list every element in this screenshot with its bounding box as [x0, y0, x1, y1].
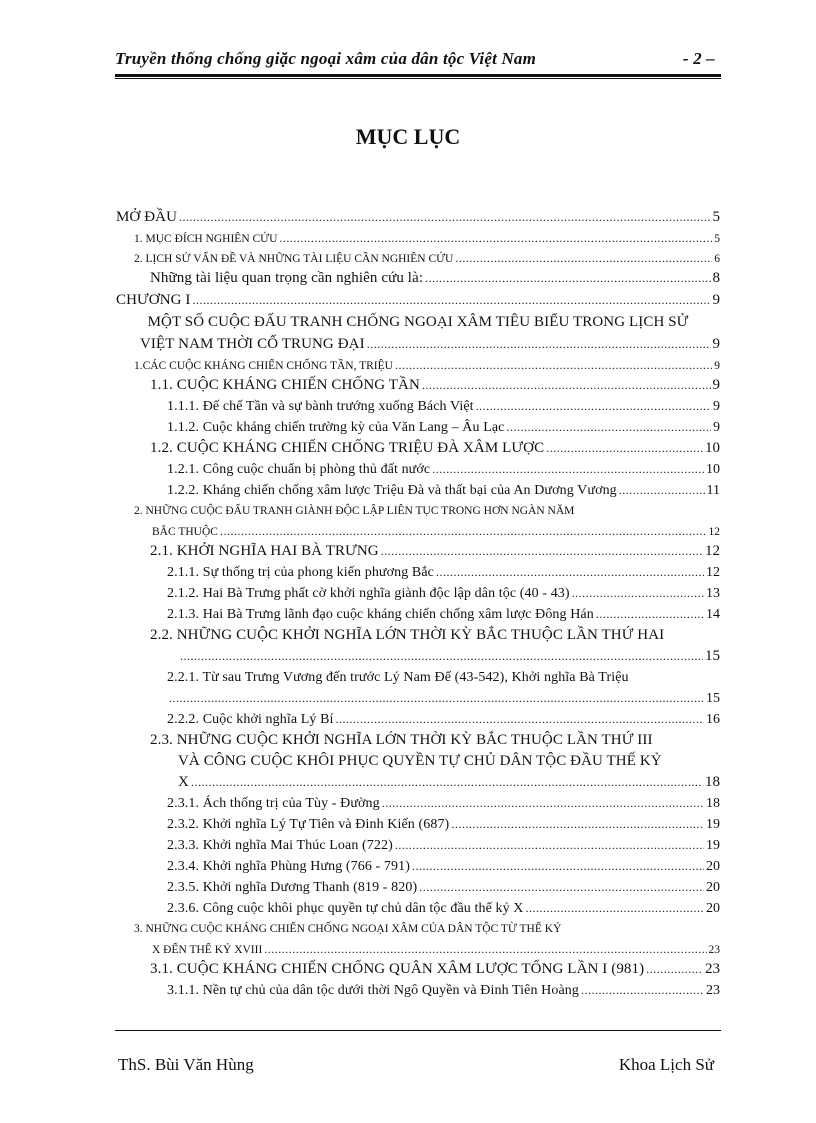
- toc-leader-dots: [279, 228, 712, 249]
- toc-entry-page: 9: [714, 360, 720, 372]
- toc-entry[interactable]: [116, 355, 720, 375]
- toc-entry-text: 3. NHỮNG CUỘC KHÁNG CHIẾN CHỐNG NGOẠI XÂM CỦA DÂN TỘC TỪ THẾ KỶ: [134, 923, 562, 935]
- toc-leader-dots: [395, 355, 712, 376]
- toc-leader-dots: [546, 438, 703, 459]
- toc-entry-text: 1.1.1. Đế chế Tần và sự bành trướng xuống Bách Việt: [167, 399, 474, 414]
- toc-entry[interactable]: [116, 772, 720, 793]
- toc-entry-page: 9: [713, 420, 720, 435]
- toc-entry[interactable]: [116, 814, 720, 835]
- toc-leader-dots: [191, 772, 703, 793]
- footer-rule: [115, 1030, 721, 1031]
- toc-entry-page: 15: [705, 648, 720, 664]
- toc-leader-dots: [451, 814, 704, 835]
- toc-entry-text: 1.1.2. Cuộc kháng chiến trường kỳ của Văn Lang – Âu Lạc: [167, 420, 505, 435]
- toc-entry-page: 20: [706, 880, 720, 895]
- toc-leader-dots: [220, 521, 707, 542]
- toc-entry-page: 8: [712, 270, 720, 286]
- toc-entry[interactable]: [116, 898, 720, 919]
- toc-entry-text: 2.1.3. Hai Bà Trưng lãnh đạo cuộc kháng chiến chống xâm lược Đông Hán: [167, 607, 594, 622]
- toc-entry-text: 1. MỤC ĐÍCH NGHIÊN CỨU: [134, 233, 278, 245]
- toc-entry-text: 2.1. KHỞI NGHĨA HAI BÀ TRƯNG: [150, 543, 379, 559]
- toc-entry-page: 19: [706, 838, 720, 853]
- toc-entry-page: 9: [712, 336, 720, 352]
- toc-entry-page: 12: [705, 543, 720, 559]
- toc-entry[interactable]: [116, 375, 720, 396]
- toc-entry-page: 5: [712, 209, 720, 225]
- toc-leader-dots: [382, 793, 704, 814]
- toc-leader-dots: [395, 835, 704, 856]
- toc-entry-page: 20: [706, 901, 720, 916]
- toc-entry[interactable]: [116, 583, 720, 604]
- toc-entry-text: MỞ ĐẦU: [116, 209, 178, 225]
- toc-entry-page: 23: [708, 944, 720, 956]
- toc-leader-dots: [476, 396, 711, 417]
- toc-entry-text: 3.1.1. Nền tự chủ của dân tộc dưới thời Ngô Quyền và Đinh Tiên Hoàng: [167, 983, 580, 998]
- toc-entry-page: 19: [706, 817, 720, 832]
- toc-entry-text: 1.2.1. Công cuộc chuẩn bị phòng thủ đất nước: [167, 462, 431, 477]
- toc-entry[interactable]: [116, 856, 720, 877]
- toc-leader-dots: [422, 375, 711, 396]
- toc-entry-page: 15: [706, 691, 720, 706]
- toc-entry[interactable]: [116, 835, 720, 856]
- toc-entry[interactable]: [116, 562, 720, 583]
- toc-leader-dots: [432, 459, 704, 480]
- toc-entry[interactable]: [116, 751, 720, 772]
- toc-entry-page: 10: [706, 462, 720, 477]
- toc-entry-text: 2.3.2. Khởi nghĩa Lý Tự Tiên và Đinh Kiến (687): [167, 817, 450, 832]
- toc-entry-page: 12: [706, 565, 720, 580]
- toc-leader-dots: [646, 959, 703, 980]
- toc-entry[interactable]: [116, 541, 720, 562]
- toc-entry[interactable]: [116, 939, 720, 959]
- toc-entry-text: Những tài liệu quan trọng cần nghiên cứu là:: [150, 270, 424, 286]
- toc-entry-page: 18: [705, 774, 720, 790]
- toc-entry[interactable]: [116, 206, 720, 228]
- toc-leader-dots: [336, 709, 704, 730]
- toc-entry-text: 2. NHỮNG CUỘC ĐẤU TRANH GIÀNH ĐỘC LẬP LIÊN TỤC TRONG HƠN NGÀN NĂM: [134, 505, 575, 517]
- toc-entry-text: 2.3.5. Khởi nghĩa Dương Thanh (819 - 820): [167, 880, 418, 895]
- toc-leader-dots: [367, 333, 711, 355]
- toc-entry-page: 10: [705, 440, 720, 456]
- toc-entry[interactable]: [116, 688, 720, 709]
- toc-leader-dots: [436, 562, 704, 583]
- toc-entry-text: 2.2.1. Từ sau Trưng Vương đến trước Lý Nam Đế (43-542), Khởi nghĩa Bà Triệu: [167, 670, 629, 685]
- toc-entry[interactable]: [116, 268, 720, 289]
- toc-leader-dots: [581, 980, 704, 1001]
- toc-entry[interactable]: [116, 793, 720, 814]
- toc-entry[interactable]: [116, 459, 720, 480]
- running-header: [115, 49, 721, 71]
- toc-entry-text: 1.2.2. Kháng chiến chống xâm lược Triệu Đà và thất bại của An Dương Vương: [167, 483, 617, 498]
- toc-entry-text: 2.2.2. Cuộc khởi nghĩa Lý Bí: [167, 712, 334, 727]
- toc-entry-page: 9: [712, 377, 720, 393]
- toc-entry[interactable]: [116, 438, 720, 459]
- toc-entry[interactable]: [116, 396, 720, 417]
- toc-entry[interactable]: [116, 646, 720, 667]
- header-title: Truyền thống chống giặc ngoại xâm của dân tộc Việt Nam: [115, 49, 537, 68]
- toc-entry-text: MỘT SỐ CUỘC ĐẤU TRANH CHỐNG NGOẠI XÂM TIÊU BIỂU TRONG LỊCH SỬ: [147, 314, 689, 330]
- toc-entry[interactable]: [116, 959, 720, 980]
- toc-entry[interactable]: [116, 228, 720, 248]
- toc-entry-page: 11: [706, 483, 720, 498]
- toc-entry-text: X ĐẾN THẾ KỶ XVIII: [152, 944, 263, 956]
- toc-entry-text: X: [178, 774, 189, 790]
- toc-entry-page: 6: [714, 253, 720, 265]
- toc-leader-dots: [419, 877, 704, 898]
- toc-entry[interactable]: [116, 877, 720, 898]
- header-rule-thin: [115, 78, 721, 79]
- toc-entry-text: 2.3.1. Ách thống trị của Tùy - Đường: [167, 796, 380, 811]
- toc-entry-text: 2.3.4. Khởi nghĩa Phùng Hưng (766 - 791): [167, 859, 410, 874]
- toc-entry-page: 12: [708, 526, 720, 538]
- toc-entry-page: 9: [713, 399, 720, 414]
- toc-leader-dots: [619, 480, 705, 501]
- toc-entry-page: 14: [706, 607, 720, 622]
- toc-leader-dots: [264, 939, 706, 960]
- toc-leader-dots: [193, 289, 711, 311]
- toc-entry-text: 1.1. CUỘC KHÁNG CHIẾN CHỐNG TẦN: [150, 377, 420, 393]
- toc-entry[interactable]: [116, 604, 720, 625]
- toc-leader-dots: [381, 541, 703, 562]
- toc-entry-text: CHƯƠNG I: [116, 292, 191, 308]
- toc-entry-page: 9: [712, 292, 720, 308]
- toc-entry-page: 18: [706, 796, 720, 811]
- toc-entry-text: 2.1.1. Sự thống trị của phong kiến phương Bắc: [167, 565, 434, 580]
- footer-department: Khoa Lịch Sử: [618, 1055, 714, 1074]
- toc-entry[interactable]: [116, 417, 720, 438]
- toc-entry[interactable]: [116, 333, 720, 355]
- toc-entry-text: 2.3. NHỮNG CUỘC KHỞI NGHĨA LỚN THỜI KỲ BẮC THUỘC LẦN THỨ III: [150, 732, 653, 748]
- toc-leader-dots: [506, 417, 711, 438]
- toc-entry-page: 16: [706, 712, 720, 727]
- toc-entry-page: 13: [706, 586, 720, 601]
- toc-entry-text: 2.2. NHỮNG CUỘC KHỞI NGHĨA LỚN THỜI KỲ BẮC THUỘC LẦN THỨ HAI: [150, 627, 665, 643]
- toc-entry-text: 2.3.3. Khởi nghĩa Mai Thúc Loan (722): [167, 838, 393, 853]
- toc-entry-page: 20: [706, 859, 720, 874]
- toc-entry-text: 1.2. CUỘC KHÁNG CHIẾN CHỐNG TRIỆU ĐÀ XÂM LƯỢC: [150, 440, 545, 456]
- toc-entry-text: VIỆT NAM THỜI CỔ TRUNG ĐẠI: [140, 336, 365, 352]
- toc-entry[interactable]: [116, 709, 720, 730]
- header-page-number: - 2 –: [682, 49, 715, 68]
- toc-entry[interactable]: [116, 521, 720, 541]
- toc-entry[interactable]: [116, 730, 720, 751]
- toc-entry[interactable]: [116, 311, 720, 333]
- toc-entry[interactable]: [116, 480, 720, 501]
- toc-entry[interactable]: [116, 919, 720, 939]
- toc-entry-text: 2.3.6. Công cuộc khôi phục quyền tự chủ dân tộc đầu thế kỷ X: [167, 901, 524, 916]
- toc-entry-text: 3.1. CUỘC KHÁNG CHIẾN CHỐNG QUÂN XÂM LƯỢC TỐNG LẦN I (981): [150, 961, 645, 977]
- toc-entry-text: 1.CÁC CUỘC KHÁNG CHIẾN CHỐNG TẦN, TRIỆU: [134, 360, 393, 372]
- toc-leader-dots: [169, 688, 704, 709]
- toc-leader-dots: [526, 898, 704, 919]
- toc-title: MỤC LỤC: [355, 124, 461, 149]
- footer-author: ThS. Bùi Văn Hùng: [118, 1055, 254, 1074]
- toc-leader-dots: [425, 268, 710, 289]
- toc-entry[interactable]: [116, 248, 720, 268]
- header-rule-thick: [115, 74, 721, 77]
- table-of-contents: [116, 206, 720, 1001]
- toc-leader-dots: [572, 583, 704, 604]
- toc-entry-page: 23: [705, 961, 720, 977]
- toc-leader-dots: [596, 604, 704, 625]
- toc-leader-dots: [412, 856, 704, 877]
- toc-entry[interactable]: [116, 289, 720, 311]
- toc-entry-text: BẮC THUỘC: [152, 526, 218, 538]
- toc-entry[interactable]: [116, 667, 720, 688]
- toc-leader-dots: [455, 248, 712, 269]
- toc-entry-text: 2. LỊCH SỬ VẤN ĐỀ VÀ NHỮNG TÀI LIỆU CẦN NGHIÊN CỨU: [134, 253, 454, 265]
- toc-entry-text: 2.1.2. Hai Bà Trưng phất cờ khởi nghĩa giành độc lập dân tộc (40 - 43): [167, 586, 570, 601]
- toc-entry-page: 5: [714, 233, 720, 245]
- toc-entry[interactable]: [116, 501, 720, 521]
- toc-entry-text: VÀ CÔNG CUỘC KHÔI PHỤC QUYỀN TỰ CHỦ DÂN TỘC ĐẦU THẾ KỶ: [178, 753, 662, 769]
- toc-leader-dots: [180, 646, 703, 667]
- toc-leader-dots: [179, 206, 710, 228]
- toc-entry-page: 23: [706, 983, 720, 998]
- toc-entry[interactable]: [116, 625, 720, 646]
- toc-entry[interactable]: [116, 980, 720, 1001]
